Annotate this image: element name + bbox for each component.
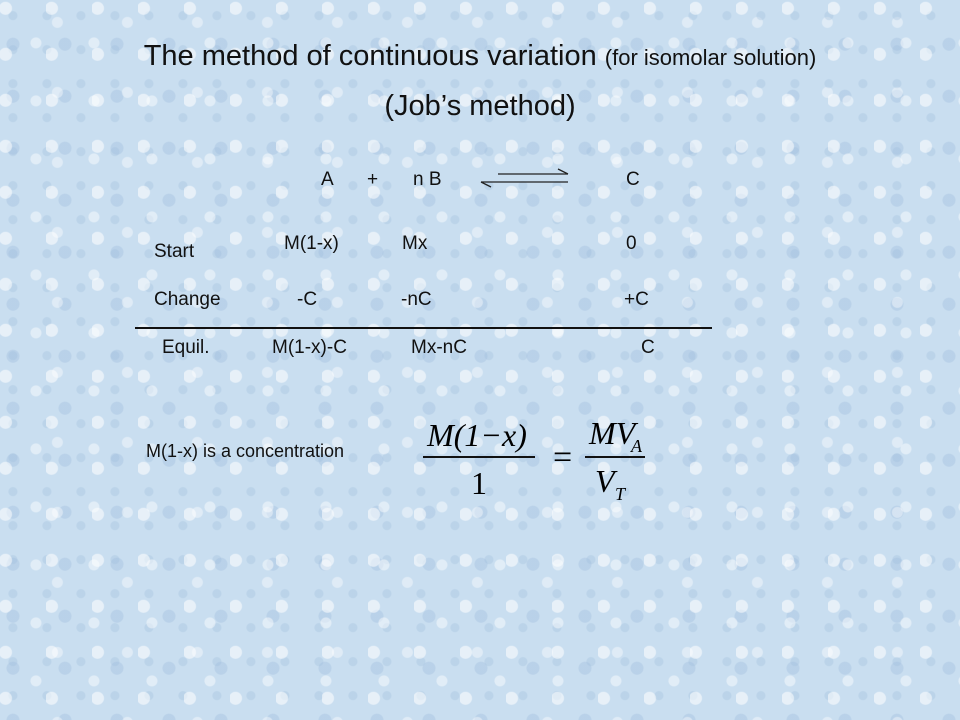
dilution-equation: [415, 410, 655, 502]
reactant-b: n B: [413, 169, 442, 190]
rhs-denominator-subscript: T: [615, 484, 626, 502]
plus-sign: +: [367, 169, 379, 190]
row-label-equil: Equil.: [162, 337, 210, 358]
slide-title-line2: (Job’s method): [384, 90, 576, 122]
product-c: C: [626, 169, 640, 190]
rhs-numerator: MV: [589, 415, 636, 451]
lhs-denominator: 1: [471, 465, 487, 501]
table-divider: [135, 327, 712, 329]
equals-sign: =: [553, 439, 573, 476]
row-label-change: Change: [154, 289, 221, 310]
rhs-denominator: V: [595, 463, 615, 499]
title-subtitle: (for isomolar solution): [604, 45, 817, 70]
lhs-numerator: M(1−x): [427, 417, 527, 453]
start-c: 0: [626, 233, 637, 254]
change-b: -nC: [401, 289, 432, 310]
equilibrium-arrows-icon: [478, 168, 573, 190]
equil-c: C: [641, 337, 655, 358]
row-label-start: Start: [154, 241, 195, 262]
equil-a: M(1-x)-C: [272, 337, 347, 358]
start-b: Mx: [402, 233, 428, 254]
slide-title: [0, 40, 960, 73]
equil-b: Mx-nC: [411, 337, 467, 358]
change-c: +C: [624, 289, 649, 310]
reactant-a: A: [321, 169, 334, 190]
start-a: M(1-x): [284, 233, 339, 254]
rhs-numerator-subscript: A: [631, 436, 642, 456]
concentration-note: M(1-x) is a concentration: [146, 441, 345, 461]
change-a: -C: [297, 289, 318, 310]
title-main: The method of continuous variation: [143, 40, 597, 72]
